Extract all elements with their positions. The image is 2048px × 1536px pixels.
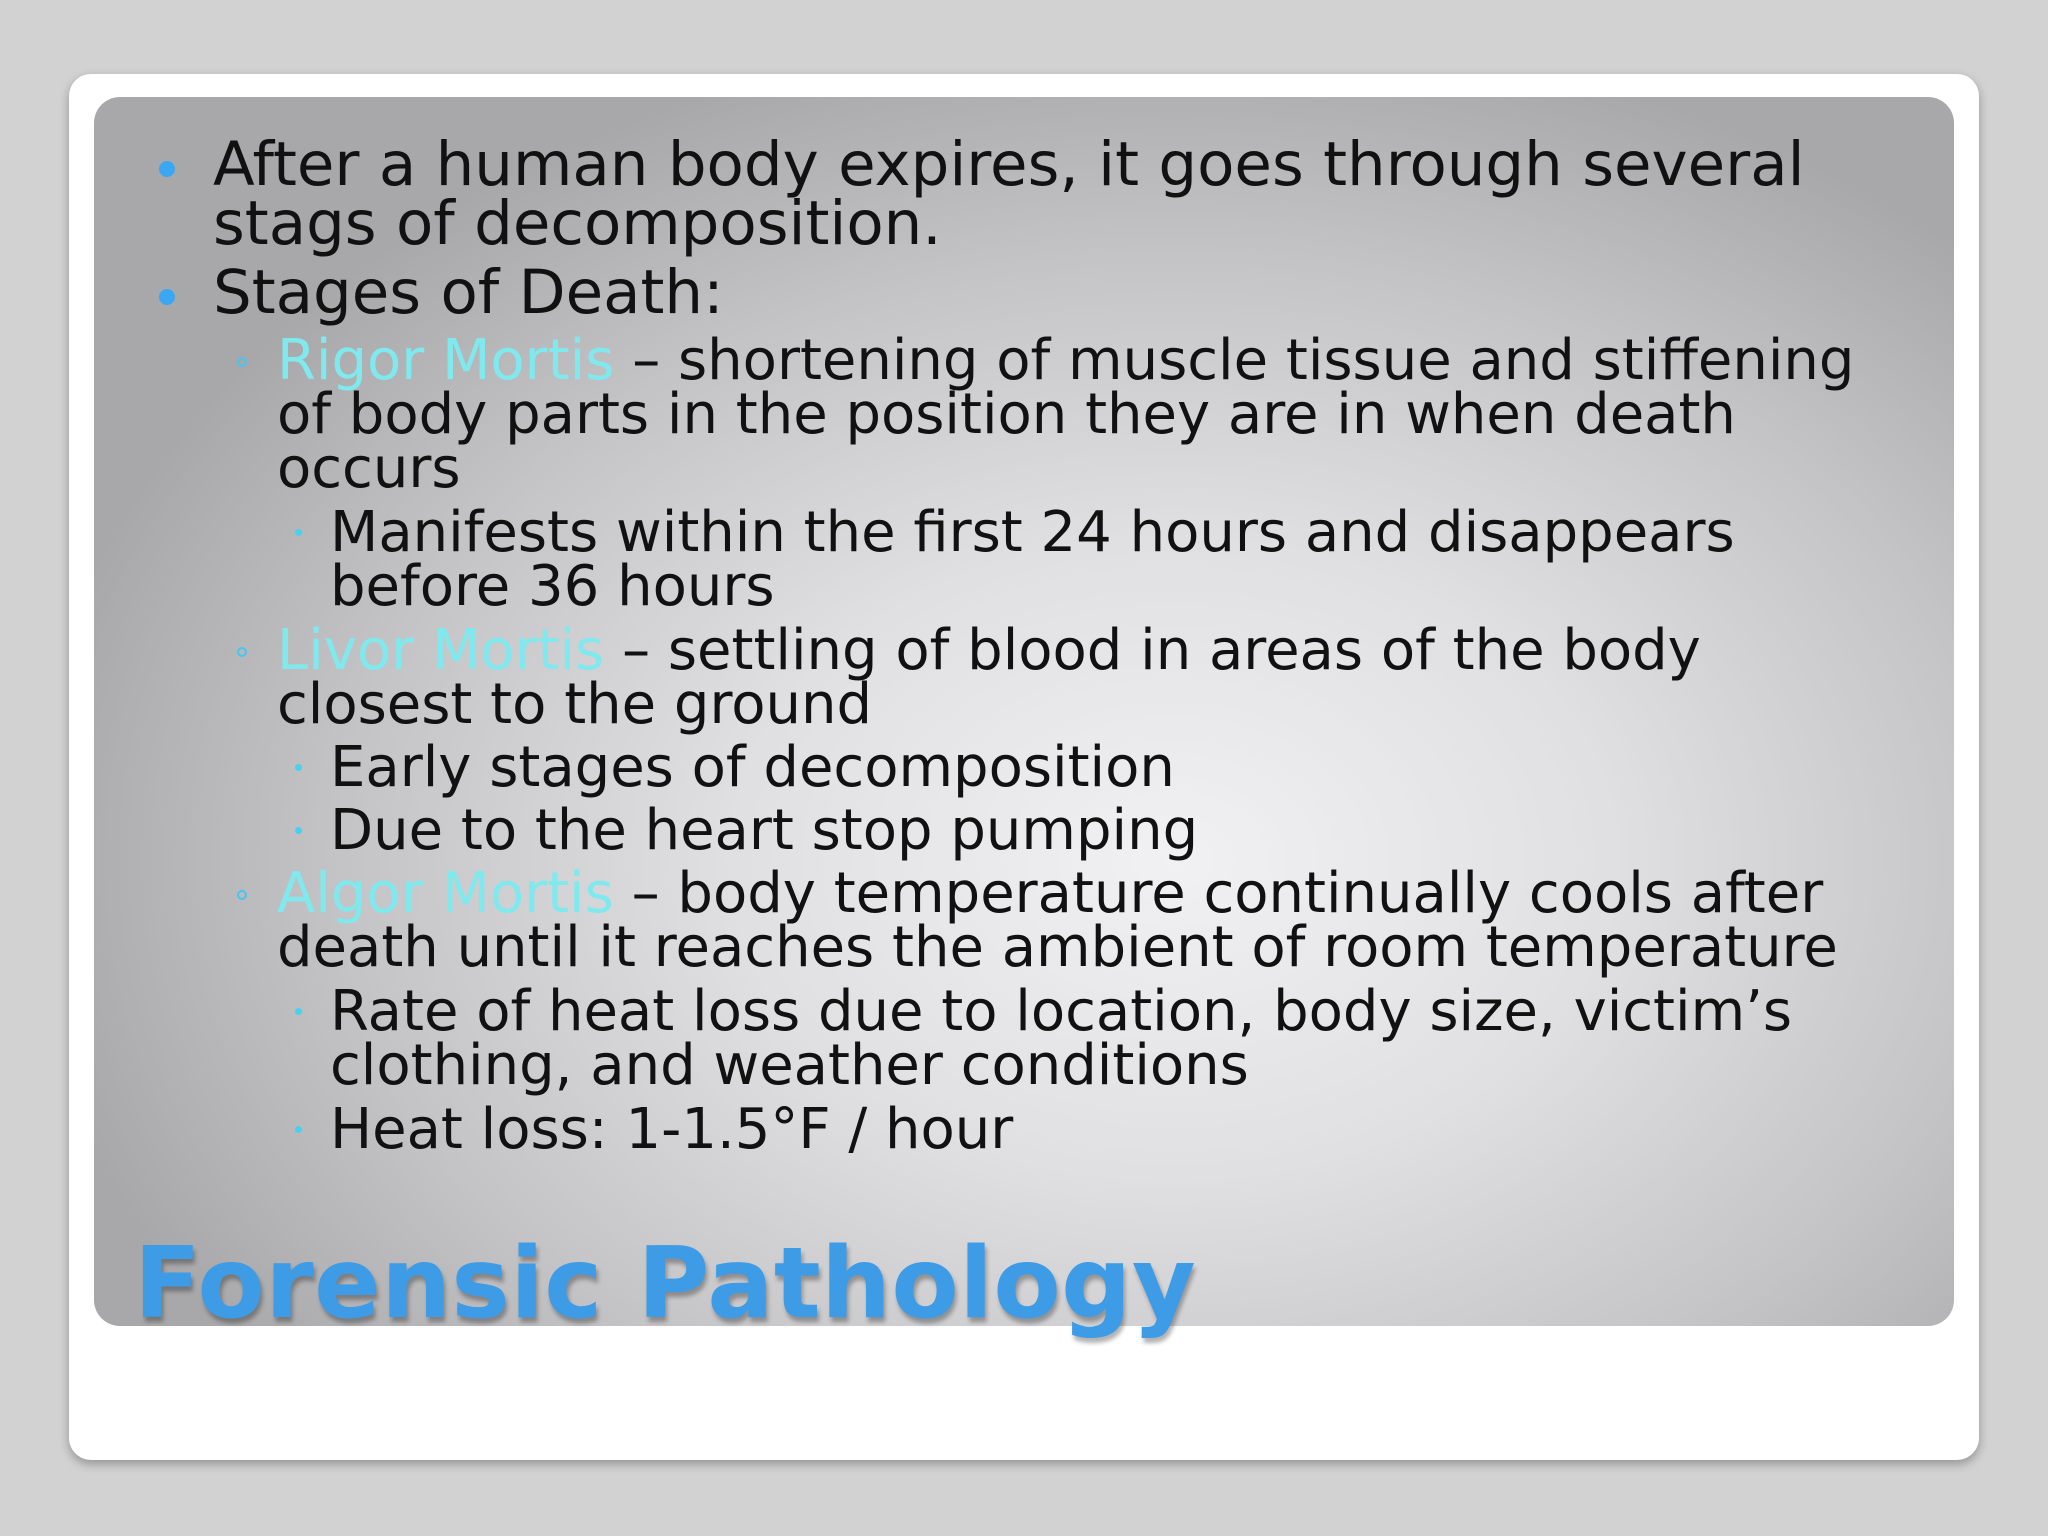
detail-text: Heat loss: 1-1.5°F / hour: [330, 1097, 1014, 1162]
sub-bullet-ring-icon: [237, 357, 247, 367]
stage-description: occurs: [277, 436, 461, 501]
bullet-text: After a human body expires, it goes through several: [213, 129, 1805, 200]
bullet-text: stags of decomposition.: [213, 188, 942, 259]
stage-description: – body temperature continually cools after: [613, 861, 1824, 926]
detail-text: Early stages of decomposition: [330, 735, 1175, 800]
bullet-text: Stages of Death:: [213, 257, 724, 328]
detail-text: Manifests within the first 24 hours and disappears: [330, 500, 1735, 565]
stage-term: Livor Mortis: [277, 618, 605, 683]
detail-text: clothing, and weather conditions: [330, 1033, 1249, 1098]
bullet-dot-icon: [159, 289, 175, 305]
sub-sub-bullet-icon: [295, 529, 302, 536]
sub-bullet-ring-icon: [237, 890, 247, 900]
detail-text: Rate of heat loss due to location, body size, victim’s: [330, 979, 1793, 1044]
sub-sub-bullet-icon: [295, 827, 302, 834]
slide-title: Forensic Pathology: [134, 1227, 1197, 1341]
sub-sub-bullet-icon: [295, 1008, 302, 1015]
sub-sub-bullet-icon: [295, 1126, 302, 1133]
detail-text: before 36 hours: [330, 554, 775, 619]
stage-line: [277, 861, 1824, 926]
stage-description: closest to the ground: [277, 672, 873, 737]
sub-sub-bullet-icon: [295, 764, 302, 771]
sub-bullet-ring-icon: [237, 647, 247, 657]
stage-description: death until it reaches the ambient of room temperature: [277, 915, 1838, 980]
stage-description: – shortening of muscle tissue and stiffening: [614, 328, 1855, 393]
stage-term: Rigor Mortis: [277, 328, 615, 393]
detail-text: Due to the heart stop pumping: [330, 798, 1199, 863]
stage-description: of body parts in the position they are in when death: [277, 382, 1736, 447]
bullet-dot-icon: [159, 161, 175, 177]
stage-line: [277, 328, 1855, 393]
stage-description: – settling of blood in areas of the body: [604, 618, 1701, 683]
stage-line: [277, 618, 1701, 683]
stage-term: Algor Mortis: [277, 861, 614, 926]
